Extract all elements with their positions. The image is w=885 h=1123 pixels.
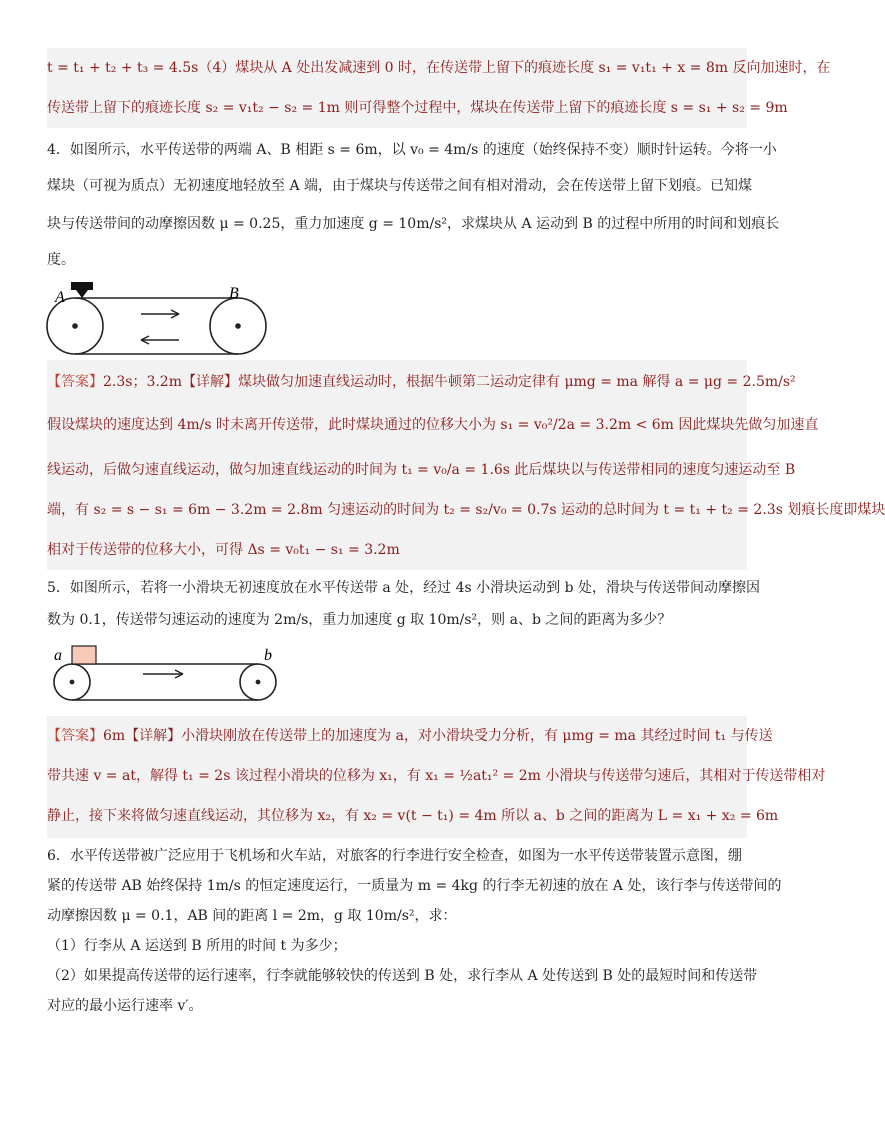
text-line: （2）如果提高传送带的运行速率，行李就能够较快的传送到 B 处，求行李从 A 处传送到 B 处的最短时间和传送带 <box>47 968 758 984</box>
text-line: 动摩擦因数 μ = 0.1，AB 间的距离 l = 2m，g 取 10m/s²，求： <box>47 908 457 924</box>
label-A: A <box>55 289 65 306</box>
question-6 <box>47 846 782 1026</box>
text-line: 紧的传送带 AB 始终保持 1m/s 的恒定速度运行，一质量为 m = 4kg 的行李无初速的放在 A 处，该行李与传送带间的 <box>47 878 782 894</box>
slider-block <box>72 646 96 664</box>
answer-4 <box>47 360 885 570</box>
conveyor-figure-4 <box>45 280 275 360</box>
text-line: 带共速 v = at，解得 t₁ = 2s 该过程小滑块的位移为 x₁，有 x₁ = ½at₁² = 2m 小滑块与传送带匀速后，其相对于传送带相对 <box>47 768 826 784</box>
text-line: 线运动，后做匀速直线运动，做匀加速直线运动的时间为 t₁ = v₀/a = 1.6s 此后煤块以与传送带相同的速度匀速运动至 B <box>47 462 796 478</box>
answer-tag: 【答案】 <box>47 728 103 744</box>
text-line: 对应的最小运行速率 v′。 <box>47 998 203 1014</box>
conveyor-figure-5 <box>48 640 288 706</box>
answer-5 <box>47 716 826 838</box>
text-line: 6．水平传送带被广泛应用于飞机场和火车站，对旅客的行李进行安全检查，如图为一水平传送带装置示意图，绷 <box>47 848 742 864</box>
text-line: t = t₁ + t₂ + t₃ = 4.5s（4）煤块从 A 处出发减速到 0 时，在传送带上留下的痕迹长度 s₁ = v₁t₁ + x = 8m 反向加速时，在 <box>47 60 831 76</box>
question-5 <box>47 578 761 634</box>
text-line <box>47 726 773 746</box>
text-line: 数为 0.1，传送带匀速运动的速度为 2m/s，重力加速度 g 取 10m/s²，则 a、b 之间的距离为多少？ <box>47 612 672 628</box>
coal-block <box>71 282 93 298</box>
text-line: 相对于传送带的位移大小，可得 Δs = v₀t₁ − s₁ = 3.2m <box>47 542 400 558</box>
answer-text: 6m【详解】小滑块刚放在传送带上的加速度为 a，对小滑块受力分析，有 μmg = ma 其经过时间 t₁ 与传送 <box>103 728 773 744</box>
text-line: 4．如图所示，水平传送带的两端 A、B 相距 s = 6m，以 v₀ = 4m/s 的速度（始终保持不变）顺时针运转。今将一小 <box>47 142 777 158</box>
answer-text: 2.3s；3.2m【详解】煤块做匀加速直线运动时，根据牛顿第二运动定律有 μmg = ma 解得 a = μg = 2.5m/s² <box>103 374 796 390</box>
text-line: 传送带上留下的痕迹长度 s₂ = v₁t₂ − s₂ = 1m 则可得整个过程中，煤块在传送带上留下的痕迹长度 s = s₁ + s₂ = 9m <box>47 100 788 116</box>
answer-tag: 【答案】 <box>47 374 103 390</box>
text-line: 度。 <box>47 252 75 268</box>
text-line: 假设煤块的速度达到 4m/s 时未离开传送带，此时煤块通过的位移大小为 s₁ = v₀²/2a = 3.2m < 6m 因此煤块先做匀加速直 <box>47 417 819 433</box>
answer-block-prev <box>47 48 831 128</box>
text-line: 块与传送带间的动摩擦因数 μ = 0.25，重力加速度 g = 10m/s²，求煤块从 A 运动到 B 的过程中所用的时间和划痕长 <box>47 216 780 232</box>
label-b: b <box>264 647 272 664</box>
text-line <box>47 372 796 392</box>
text-line: 静止，接下来将做匀速直线运动，其位移为 x₂，有 x₂ = v(t − t₁) = 4m 所以 a、b 之间的距离为 L = x₁ + x₂ = 6m <box>47 808 779 824</box>
label-a: a <box>54 647 62 664</box>
text-line: （1）行李从 A 运送到 B 所用的时间 t 为多少； <box>47 938 347 954</box>
text-line: 端，有 s₂ = s − s₁ = 6m − 3.2m = 2.8m 匀速运动的时间为 t₂ = s₂/v₀ = 0.7s 运动的总时间为 t = t₁ + t₂ = 2.3s 划痕长度即煤块 <box>47 502 885 518</box>
label-B: B <box>229 285 239 302</box>
text-line: 5．如图所示，若将一小滑块无初速度放在水平传送带 a 处，经过 4s 小滑块运动到 b 处，滑块与传送带间动摩擦因 <box>47 580 761 596</box>
question-4 <box>47 140 780 270</box>
text-line: 煤块（可视为质点）无初速度地轻放至 A 端，由于煤块与传送带之间有相对滑动，会在传送带上留下划痕。已知煤 <box>47 178 753 194</box>
